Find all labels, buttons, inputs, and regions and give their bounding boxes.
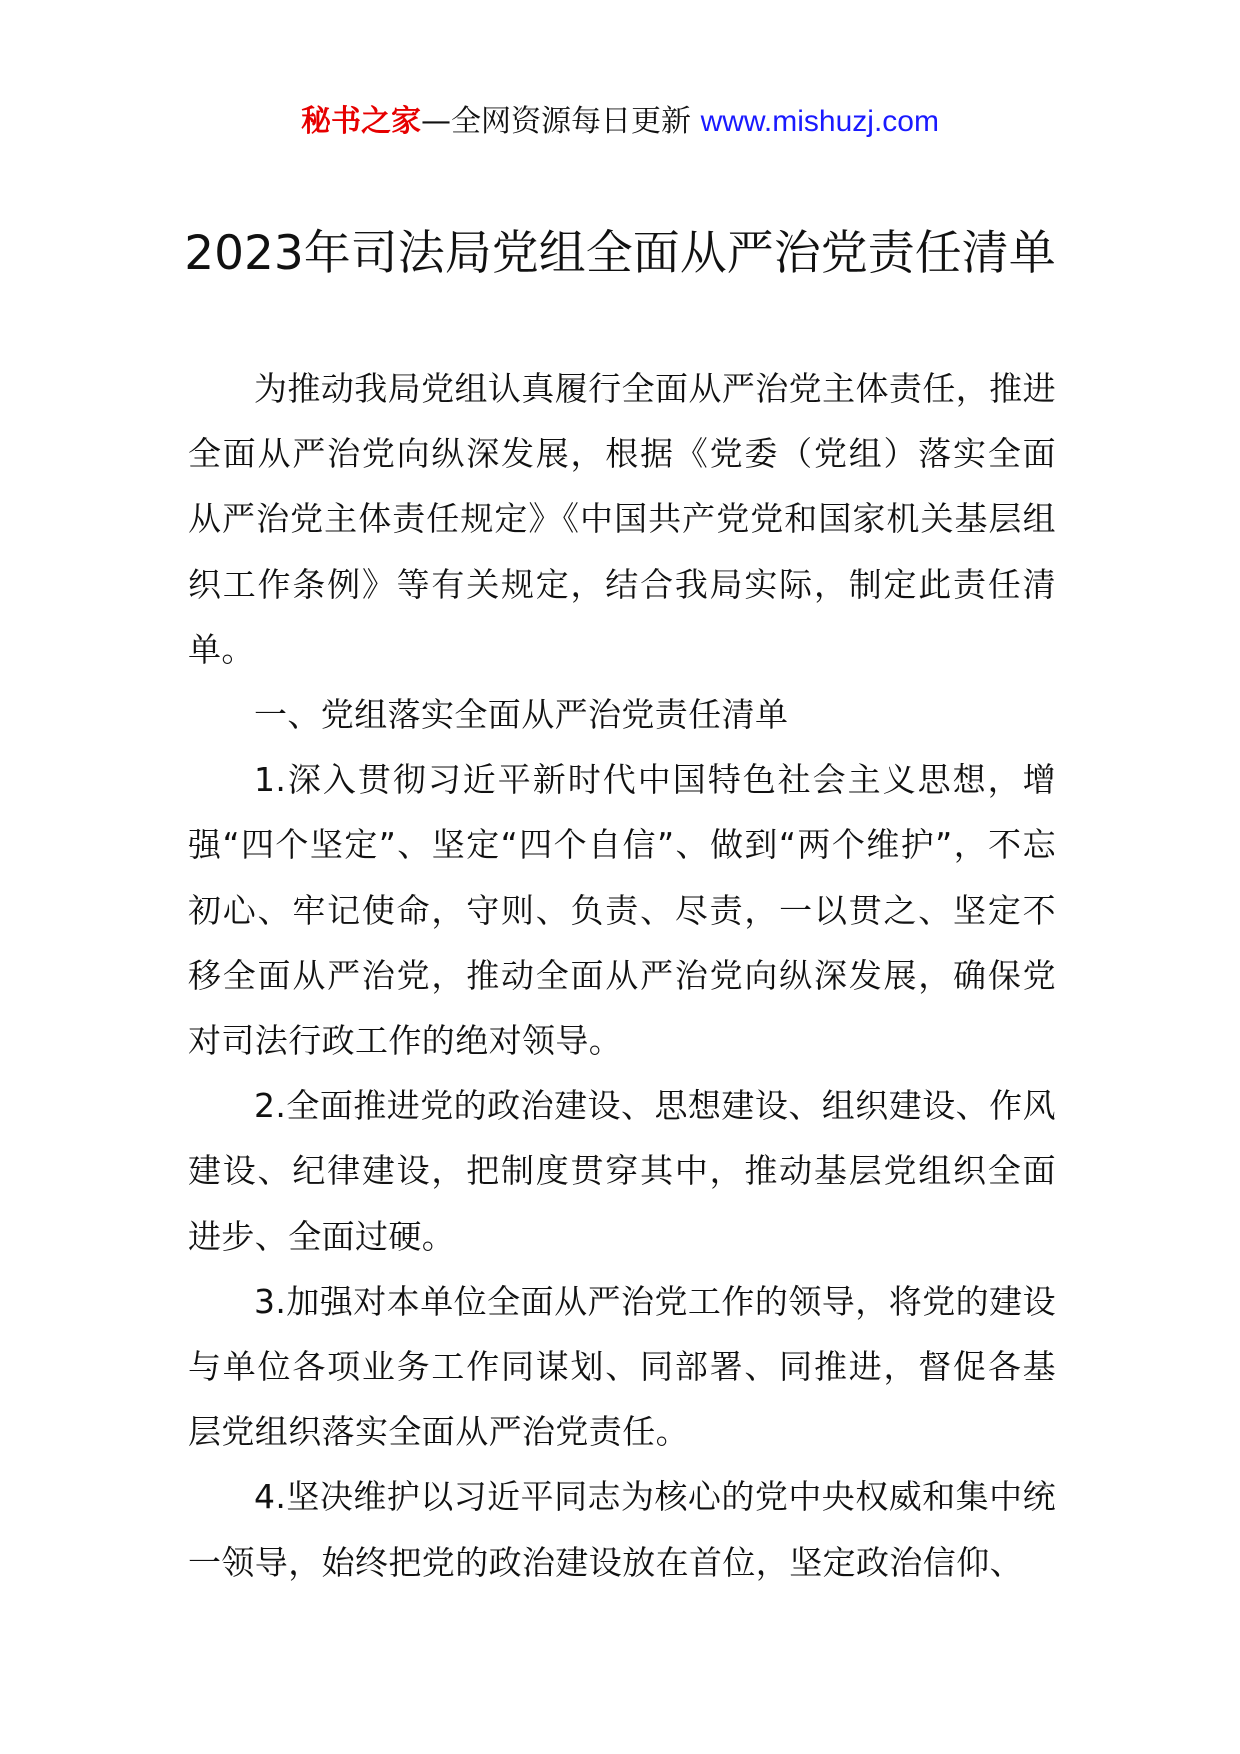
item-paragraph-2: 2.全面推进党的政治建设、思想建设、组织建设、作风建设、纪律建设，把制度贯穿其中，推动基层党组织全面进步、全面过硬。 bbox=[188, 1086, 1056, 1256]
site-slogan: —全网资源每日更新 bbox=[421, 104, 692, 139]
item-paragraph-3: 3.加强对本单位全面从严治党工作的领导，将党的建设与单位各项业务工作同谋划、同部署、同推进，督促各基层党组织落实全面从严治党责任。 bbox=[188, 1281, 1056, 1452]
document-title: 2023年司法局党组全面从严治党责任清单 bbox=[184, 226, 1056, 281]
site-url-link[interactable]: www.mishuzj.com bbox=[700, 105, 939, 138]
site-brand: 秘书之家 bbox=[301, 104, 422, 139]
document-body bbox=[188, 356, 1056, 1595]
item-paragraph-1: 1.深入贯彻习近平新时代中国特色社会主义思想，增强“四个坚定”、坚定“四个自信”、做到“两个维护”，不忘初心、牢记使命，守则、负责、尽责，一以贯之、坚定不移全面从严治党，推动全面从严治党向纵深发展，确保党对司法行政工作的绝对领导。 bbox=[188, 760, 1056, 1061]
site-header bbox=[0, 100, 1240, 144]
intro-paragraph: 为推动我局党组认真履行全面从严治党主体责任，推进全面从严治党向纵深发展，根据《党委（党组）落实全面从严治党主体责任规定》《中国共产党党和国家机关基层组织工作条例》等有关规定，结合我局实际，制定此责任清单。 bbox=[188, 369, 1056, 669]
section-heading: 一、党组落实全面从严治党责任清单 bbox=[254, 695, 789, 735]
item-paragraph-4: 4.坚决维护以习近平同志为核心的党中央权威和集中统一领导，始终把党的政治建设放在首位，坚定政治信仰、 bbox=[188, 1477, 1056, 1582]
